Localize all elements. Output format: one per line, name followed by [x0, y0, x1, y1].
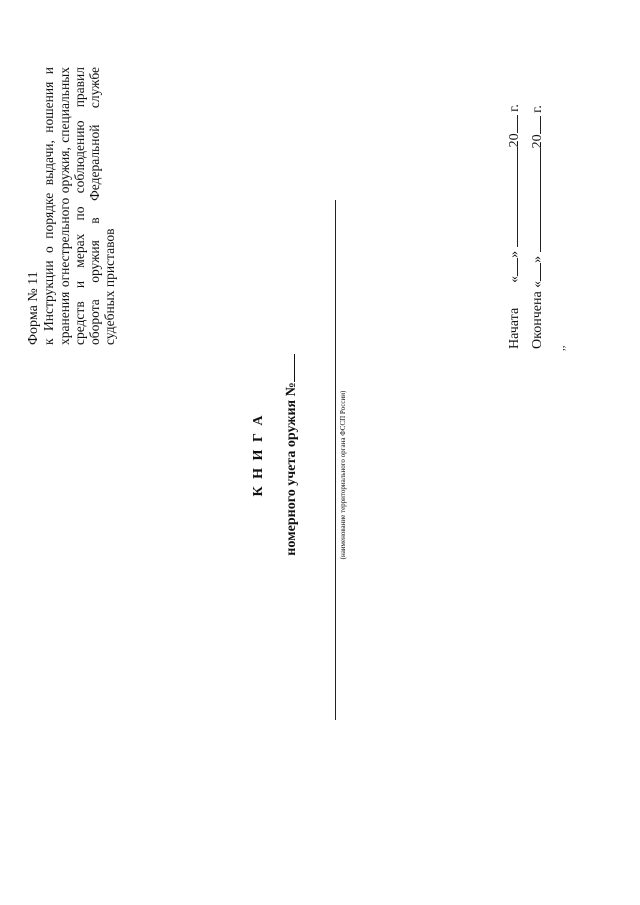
number-blank — [282, 354, 295, 382]
close-quote: » — [507, 250, 522, 258]
org-name-line — [335, 200, 336, 720]
date-ended-label: Окончена — [530, 291, 545, 349]
year-blank — [505, 115, 518, 133]
date-started-row — [503, 104, 526, 349]
form-header-text: к Инструкции о порядке выдачи, ношения и хранения огнестрельного оружия, специальных средств и мерах по соблюдению правил оборота оружия в Федеральной службе судебных приставов — [41, 67, 118, 345]
close-quote: » — [530, 255, 545, 263]
form-number: Форма № 11 — [26, 271, 41, 345]
dates-block — [503, 104, 549, 349]
open-quote: « — [507, 275, 522, 283]
year-prefix: 20 — [507, 133, 522, 148]
book-title — [250, 305, 301, 605]
open-quote: « — [530, 280, 545, 288]
year-suffix: г. — [530, 105, 545, 113]
year-blank — [528, 116, 541, 134]
org-name-caption: (наименование территориального органа ФССП России) — [339, 390, 347, 560]
year-suffix: г. — [507, 104, 522, 112]
title-main: К Н И Г А — [251, 413, 266, 497]
form-header — [26, 67, 118, 345]
year-prefix: 20 — [530, 134, 545, 149]
title-subtitle: номерного учета оружия № — [284, 382, 299, 556]
title-subtitle-line — [282, 305, 301, 605]
month-blank — [528, 148, 541, 252]
day-blank — [528, 263, 541, 281]
stray-mark: ,, — [555, 345, 567, 351]
day-blank — [505, 258, 518, 276]
month-blank — [505, 147, 518, 247]
date-started-label: Начата — [507, 307, 522, 349]
date-ended-row — [526, 104, 549, 349]
